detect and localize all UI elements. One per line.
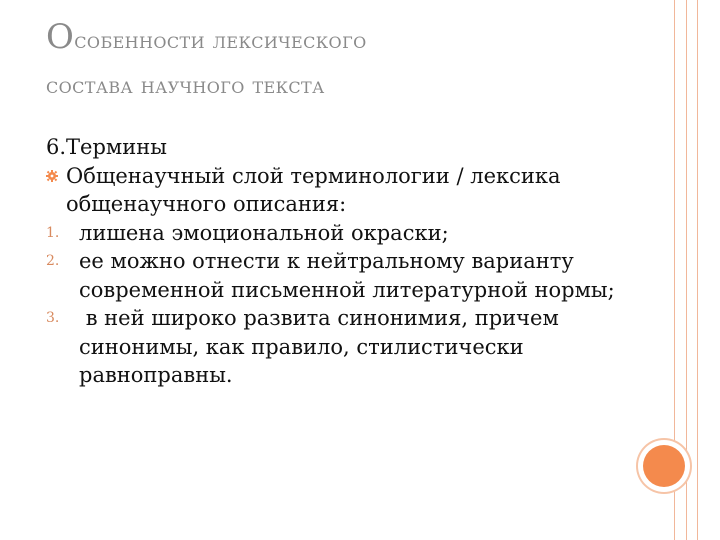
bullet-item bbox=[46, 162, 646, 219]
title-line-1-rest: собенности лексического bbox=[74, 28, 367, 54]
right-border-line bbox=[686, 0, 687, 540]
title-line-1 bbox=[46, 17, 646, 57]
section-heading: 6.Термины bbox=[46, 135, 167, 159]
list-number: 2. bbox=[46, 253, 60, 269]
list-number: 3. bbox=[46, 310, 60, 326]
list-item bbox=[46, 304, 646, 390]
list-number: 1. bbox=[46, 224, 60, 241]
title-initial-cap: О bbox=[46, 17, 75, 57]
bullet-text: Общенаучный слой терминологии / лексика общенаучного описания: bbox=[66, 163, 561, 216]
right-border-line bbox=[697, 0, 698, 540]
list-item-text: лишена эмоциональной окраски; bbox=[79, 220, 449, 245]
slide-title bbox=[46, 17, 646, 99]
list-item-text: ее можно отнести к нейтральному варианту современной письменной литературной нормы; bbox=[79, 249, 615, 302]
list-item bbox=[46, 219, 646, 248]
title-line-2: состава научного текста bbox=[46, 73, 325, 99]
list-item-text: в ней широко развита синонимия, причем синонимы, как правило, стилистически равноправны. bbox=[79, 306, 566, 387]
orange-circle-decoration bbox=[643, 445, 685, 487]
gear-bullet-icon bbox=[46, 170, 58, 182]
list-item bbox=[46, 247, 646, 304]
slide-body bbox=[46, 133, 646, 390]
